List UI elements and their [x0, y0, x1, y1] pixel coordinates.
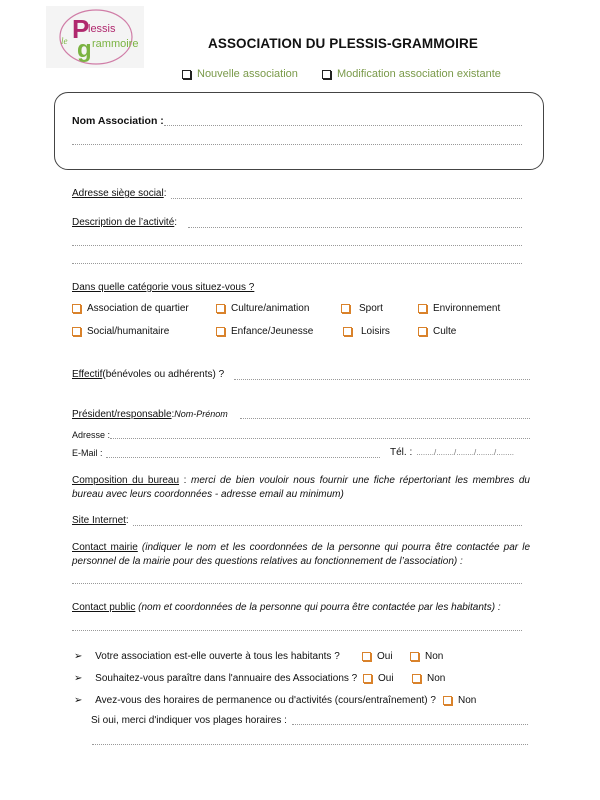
description-field[interactable] [188, 227, 522, 228]
effectif-label: Effectif [72, 369, 103, 380]
site-internet-label: Site Internet [72, 515, 126, 526]
option-label: Nouvelle association [197, 68, 298, 80]
description-field-line3[interactable] [72, 263, 522, 264]
horaires-label: Si oui, merci d'indiquer vos plages horaires : [91, 715, 287, 726]
contact-mairie-field[interactable] [72, 583, 522, 584]
checkbox-icon[interactable] [72, 304, 81, 313]
q3-non[interactable] [443, 695, 476, 706]
president-row [72, 409, 228, 420]
question-text: Avez-vous des horaires de permanence ou d'activités (cours/entraînement) ? [95, 695, 436, 706]
question-text: Votre association est-elle ouverte à tous les habitants ? [95, 651, 340, 662]
question-text: Souhaitez-vous paraître dans l'annuaire des Associations ? [95, 673, 358, 684]
question-row-1 [74, 651, 340, 662]
composition-label: Composition du bureau [72, 475, 180, 486]
category-association-de-quartier[interactable] [72, 303, 189, 314]
checkbox-icon[interactable] [341, 304, 350, 313]
option-label: Non [425, 651, 444, 662]
nom-prenom-hint: Nom-Prénom [174, 409, 228, 419]
arrow-bullet-icon: ➢ [74, 651, 83, 662]
category-label: Enfance/Jeunesse [231, 326, 314, 337]
effectif-hint: (bénévoles ou adhérents) ? [102, 369, 225, 380]
contact-mairie [72, 541, 530, 569]
q1-non[interactable] [410, 651, 443, 662]
question-row-3 [74, 695, 436, 706]
option-label: Non [458, 695, 477, 706]
checkbox-icon[interactable] [216, 327, 225, 336]
nom-association-field[interactable] [164, 125, 522, 126]
category-label: Association de quartier [87, 303, 189, 314]
category-culte[interactable] [418, 326, 456, 337]
category-environnement[interactable] [418, 303, 500, 314]
logo [46, 6, 144, 68]
checkbox-icon[interactable] [343, 327, 352, 336]
nom-association-label: Nom Association : [72, 115, 164, 127]
president-adresse-field[interactable] [110, 438, 530, 439]
colon: : [174, 217, 178, 228]
adresse-siege-field[interactable] [171, 198, 522, 199]
checkbox-icon[interactable] [418, 304, 427, 313]
composition-text: merci de bien vouloir nous fournir une fiche répertoriant les membres du bureau avec leurs coordonnées - adresse email au minimum) [72, 475, 530, 500]
document-title: ASSOCIATION DU PLESSIS-GRAMMOIRE [208, 36, 478, 51]
president-name-field[interactable] [240, 418, 530, 419]
contact-public [72, 601, 530, 615]
category-culture-animation[interactable] [216, 303, 309, 314]
q2-non[interactable] [412, 673, 445, 684]
description-label: Description de l’activité [72, 217, 175, 228]
colon: : [171, 409, 175, 420]
effectif-row [72, 369, 224, 380]
contact-mairie-text: (indiquer le nom et les coordonnées de la personne qui pourra être contactée par le personnel de la mairie pour des questions relatives au fonctionnement de l’association) : [72, 542, 530, 567]
categorie-question: Dans quelle catégorie vous situez-vous ? [72, 282, 255, 293]
plessis-grammoire-logo-icon [46, 6, 144, 68]
checkbox-icon[interactable] [182, 70, 191, 79]
category-label: Social/humanitaire [87, 326, 170, 337]
checkbox-icon[interactable] [412, 674, 421, 683]
colon: : [125, 515, 129, 526]
category-enfance-jeunesse[interactable] [216, 326, 313, 337]
description-row [72, 217, 177, 228]
option-label: Non [427, 673, 446, 684]
effectif-field[interactable] [234, 379, 530, 380]
president-tel-row [390, 447, 514, 458]
president-email-label: E-Mail : [72, 448, 103, 458]
checkbox-icon[interactable] [418, 327, 427, 336]
svg-text:g: g [77, 36, 92, 63]
svg-text:rammoire: rammoire [92, 38, 139, 50]
category-label: Loisirs [361, 326, 390, 337]
checkbox-icon[interactable] [443, 696, 452, 705]
category-loisirs[interactable] [343, 326, 390, 337]
horaires-field[interactable] [292, 724, 528, 725]
option-modification-association[interactable] [322, 68, 501, 80]
checkbox-icon[interactable] [363, 674, 372, 683]
category-label: Sport [359, 303, 383, 314]
category-label: Culture/animation [231, 303, 310, 314]
colon: : [163, 188, 167, 199]
colon: : [179, 475, 191, 486]
nom-association-field-line2[interactable] [72, 144, 522, 145]
checkbox-icon[interactable] [410, 652, 419, 661]
option-label: Oui [378, 673, 394, 684]
category-label: Environnement [433, 303, 501, 314]
nom-association-box [54, 92, 544, 170]
president-adresse-label: Adresse : [72, 430, 111, 440]
contact-public-text: (nom et coordonnées de la personne qui pourra être contactée par les habitants) : [135, 602, 501, 613]
question-row-2 [74, 673, 357, 684]
svg-text:lessis: lessis [88, 23, 116, 35]
president-email-field[interactable] [106, 457, 380, 458]
checkbox-icon[interactable] [72, 327, 81, 336]
option-nouvelle-association[interactable] [182, 68, 298, 80]
description-field-line2[interactable] [72, 245, 522, 246]
contact-public-label: Contact public [72, 602, 136, 613]
adresse-siege-label: Adresse siège social [72, 188, 164, 199]
horaires-field-line2[interactable] [92, 744, 528, 745]
composition-bureau [72, 474, 530, 502]
adresse-siege-row [72, 188, 167, 199]
tel-label: Tél. : [390, 447, 413, 458]
q1-oui[interactable] [362, 651, 393, 662]
arrow-bullet-icon: ➢ [74, 673, 83, 684]
option-label: Oui [377, 651, 393, 662]
president-label: Président/responsable [72, 409, 172, 420]
svg-text:P: P [72, 14, 90, 44]
svg-text:le: le [61, 36, 68, 46]
category-label: Culte [433, 326, 457, 337]
category-sport[interactable] [341, 303, 383, 314]
option-label: Modification association existante [337, 68, 501, 80]
arrow-bullet-icon: ➢ [74, 695, 83, 706]
tel-field[interactable]: ......../......../......../......../........ [416, 448, 515, 457]
site-internet-row [72, 515, 129, 526]
checkbox-icon[interactable] [362, 652, 371, 661]
site-internet-field[interactable] [133, 525, 522, 526]
category-social-humanitaire[interactable] [72, 326, 169, 337]
checkbox-icon[interactable] [322, 70, 331, 79]
checkbox-icon[interactable] [216, 304, 225, 313]
contact-public-field[interactable] [72, 630, 522, 631]
q2-oui[interactable] [363, 673, 394, 684]
contact-mairie-label: Contact mairie [72, 542, 138, 553]
